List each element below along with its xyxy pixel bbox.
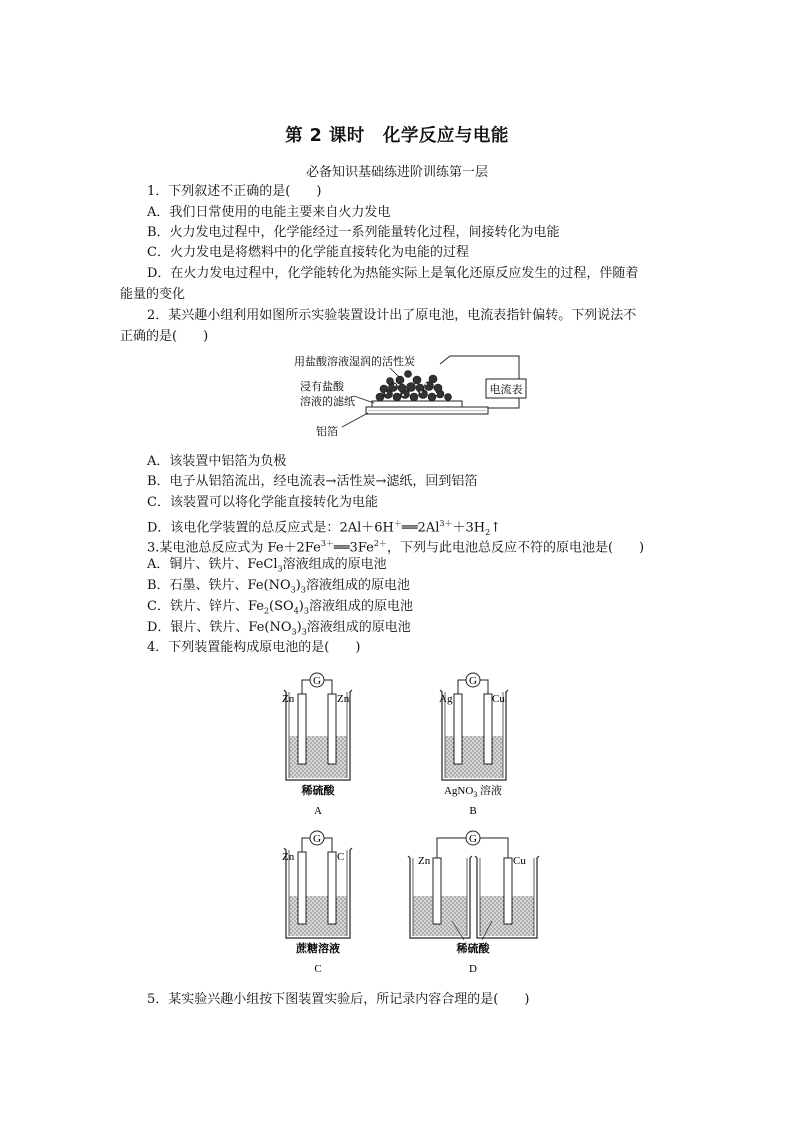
svg-text:D: D: [469, 963, 477, 975]
q4-apparatus-d: [404, 826, 546, 976]
q2-option-d: D．该电化学装置的总反应式是：$2Al+6H^+══2Al^{3+}+3H_2↑$: [147, 519, 502, 537]
q3-option-d: D．银片、铁片、$Fe(NO_3)_3$溶液组成的原电池: [147, 620, 411, 637]
svg-text:蔗糖溶液: 蔗糖溶液: [296, 942, 340, 955]
q4-apparatus-b: [430, 668, 516, 818]
carbon-label: 用盐酸溶液湿润的活性炭: [294, 356, 415, 368]
q2-stem-line2: 正确的是( ): [120, 329, 209, 344]
svg-text:G: G: [469, 675, 477, 687]
filter-paper-label-2: 溶液的滤纸: [300, 396, 355, 408]
foil-label: 铝箔: [316, 426, 338, 438]
q4-stem: 4．下列装置能构成原电池的是( ): [147, 640, 361, 655]
svg-text:Cu: Cu: [492, 693, 505, 705]
svg-text:C: C: [314, 963, 322, 975]
svg-text:Zn: Zn: [418, 855, 431, 867]
q4-apparatus-a: [276, 668, 360, 818]
q1-option-d-line2: 能量的变化: [120, 287, 186, 302]
q1-option-a: A．我们日常使用的电能主要来自火力发电: [147, 205, 391, 220]
svg-text:B: B: [469, 805, 477, 817]
svg-text:稀硫酸: 稀硫酸: [301, 784, 335, 797]
q2-option-b: B．电子从铝箔流出，经电流表→活性炭→滤纸，回到铝箔: [147, 474, 478, 489]
electrode-right: [504, 858, 512, 924]
wire-top: [440, 356, 519, 379]
ammeter-label: 电流表: [489, 384, 523, 396]
q1-option-c: C．火力发电是将燃料中的化学能直接转化为电能的过程: [147, 245, 469, 260]
activated-carbon: [376, 371, 452, 402]
electrode-right: [328, 694, 336, 764]
svg-text:Ag: Ag: [439, 693, 453, 705]
svg-text:G: G: [469, 833, 477, 845]
svg-text:C: C: [337, 851, 345, 863]
section-subtitle: 必备知识基础练进阶训练第一层: [305, 165, 488, 180]
q2-apparatus-figure: [290, 350, 530, 442]
svg-text:Zn: Zn: [282, 851, 295, 863]
electrode-right: [484, 694, 492, 764]
electrode-left: [454, 694, 462, 764]
svg-text:Zn: Zn: [282, 693, 295, 705]
q3-option-b: B．石墨、铁片、$Fe(NO_3)_3$溶液组成的原电池: [147, 578, 410, 595]
svg-text:A: A: [314, 805, 322, 817]
q1-option-b: B．火力发电过程中，化学能经过一系列能量转化过程，间接转化为电能: [147, 225, 560, 240]
q2-option-c: C．该装置可以将化学能直接转化为电能: [147, 495, 378, 510]
electrode-left: [298, 852, 306, 924]
svg-text:Zn: Zn: [337, 693, 350, 705]
filter-paper: [372, 401, 462, 407]
svg-text:G: G: [313, 833, 321, 845]
svg-text:稀硫酸: 稀硫酸: [456, 942, 490, 955]
q1-option-d-line1: D．在火力发电过程中，化学能转化为热能实际上是氧化还原反应发生的过程，伴随着: [147, 266, 639, 281]
electrode-left: [298, 694, 306, 764]
page-title: 第 2 课时 化学反应与电能: [285, 126, 509, 146]
filter-paper-label-1: 浸有盐酸: [300, 381, 344, 393]
q1-stem: 1．下列叙述不正确的是( ): [147, 184, 322, 199]
q2-option-a: A．该装置中铝箔为负极: [147, 454, 287, 469]
q5-stem: 5．某实验兴趣小组按下图装置实验后，所记录内容合理的是( ): [147, 992, 530, 1007]
electrode-left: [433, 858, 441, 924]
q4-apparatus-c: [276, 826, 360, 976]
q3-option-a: A．铜片、铁片、FeCl$_3$溶液组成的原电池: [147, 557, 387, 574]
electrode-right: [328, 852, 336, 924]
svg-text:G: G: [313, 675, 321, 687]
q3-stem: 3.某电池总反应式为 $Fe+2Fe^{3+}══3Fe^{2+}$，下列与此电池总反应不符的原电池是( ): [147, 539, 645, 556]
q2-stem-line1: 2．某兴趣小组利用如图所示实验装置设计出了原电池，电流表指针偏转。下列说法不: [147, 308, 637, 323]
svg-text:AgNO3 溶液: AgNO$_3$ 溶液: [443, 785, 503, 799]
svg-text:Cu: Cu: [513, 855, 526, 867]
q3-option-c: C．铁片、锌片、$Fe_2(SO_4)_3$溶液组成的原电池: [147, 599, 413, 616]
